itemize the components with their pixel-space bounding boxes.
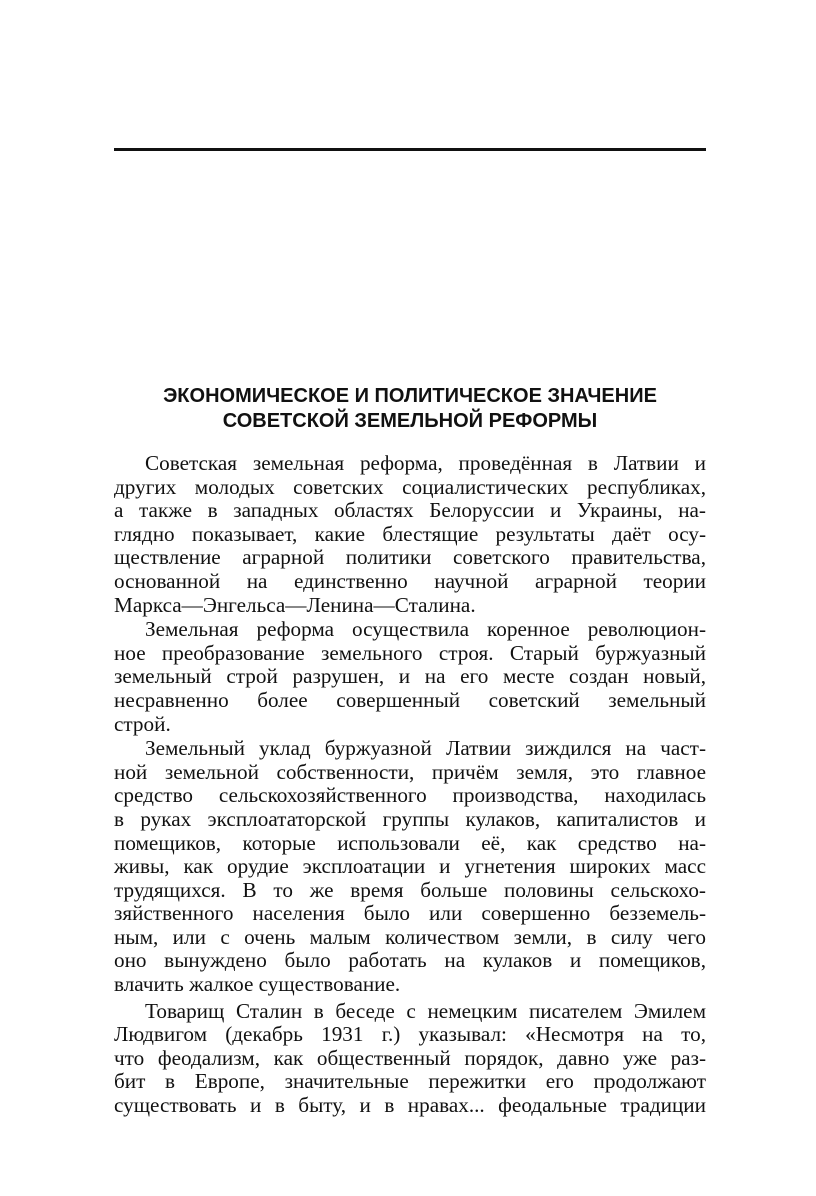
top-rule: [114, 148, 706, 151]
paragraph: [114, 1000, 706, 1118]
text-line: Земельная реформа осуществила коренное революцион-: [145, 617, 706, 642]
heading-line-1: ЭКОНОМИЧЕСКОЕ И ПОЛИТИЧЕСКОЕ ЗНАЧЕНИЕ: [163, 385, 657, 407]
text-line: несравненно более совершенный советский земельный: [114, 687, 706, 712]
paragraph: [114, 737, 706, 997]
text-line: ное преобразование земельного строя. Старый буржуазный: [114, 640, 706, 665]
body-text: [114, 452, 706, 1119]
text-line: оно вынуждено было работать на кулаков и помещиков,: [114, 948, 706, 973]
text-line: Земельный уклад буржуазной Латвии зиждился на част-: [145, 736, 706, 761]
heading-line-2: СОВЕТСКОЙ ЗЕМЕЛЬНОЙ РЕФОРМЫ: [222, 410, 598, 432]
text-line: ществление аграрной политики советского правительства,: [114, 545, 706, 570]
text-line: земельный строй разрушен, и на его месте создан новый,: [114, 664, 706, 689]
text-line: ным, или с очень малым количеством земли, в силу чего: [114, 924, 706, 949]
text-line: строй.: [114, 711, 171, 736]
text-line: других молодых советских социалистических республиках,: [114, 474, 706, 499]
text-line: трудящихся. В то же время больше половины сельскохо-: [114, 877, 706, 902]
text-line: основанной на единственно научной аграрной теории: [114, 568, 706, 593]
text-line: глядно показывает, какие блестящие результаты даёт осу-: [114, 521, 706, 546]
text-line: существовать и в быту, и в нравах... феодальные традиции: [114, 1093, 706, 1118]
text-line: зяйственного населения было или совершенно безземель-: [114, 901, 706, 926]
text-line: Людвигом (декабрь 1931 г.) указывал: «Несмотря на то,: [114, 1022, 706, 1047]
paragraph: [114, 618, 706, 736]
chapter-heading: [114, 384, 706, 434]
text-line: Маркса—Энгельса—Ленина—Сталина.: [114, 592, 476, 617]
text-line: ной земельной собственности, причём земля, это главное: [114, 759, 706, 784]
text-line: средство сельскохозяйственного производства, находилась: [114, 783, 706, 808]
text-line: живы, как орудие эксплоатации и угнетения широких масс: [114, 854, 706, 879]
text-line: Товарищ Сталин в беседе с немецким писателем Эмилем: [145, 998, 706, 1023]
text-line: влачить жалкое существование.: [114, 972, 401, 997]
text-line: а также в западных областях Белоруссии и Украины, на-: [114, 498, 706, 523]
text-line: Советская земельная реформа, проведённая в Латвии и: [145, 451, 706, 475]
paragraph: [114, 452, 706, 617]
text-line: бит в Европе, значительные пережитки его продолжают: [114, 1069, 706, 1094]
text-line: в руках эксплоататорской группы кулаков, капиталистов и: [114, 806, 706, 831]
text-line: что феодализм, как общественный порядок, давно уже раз-: [114, 1045, 706, 1070]
text-line: помещиков, которые использовали её, как средство на-: [114, 830, 706, 855]
